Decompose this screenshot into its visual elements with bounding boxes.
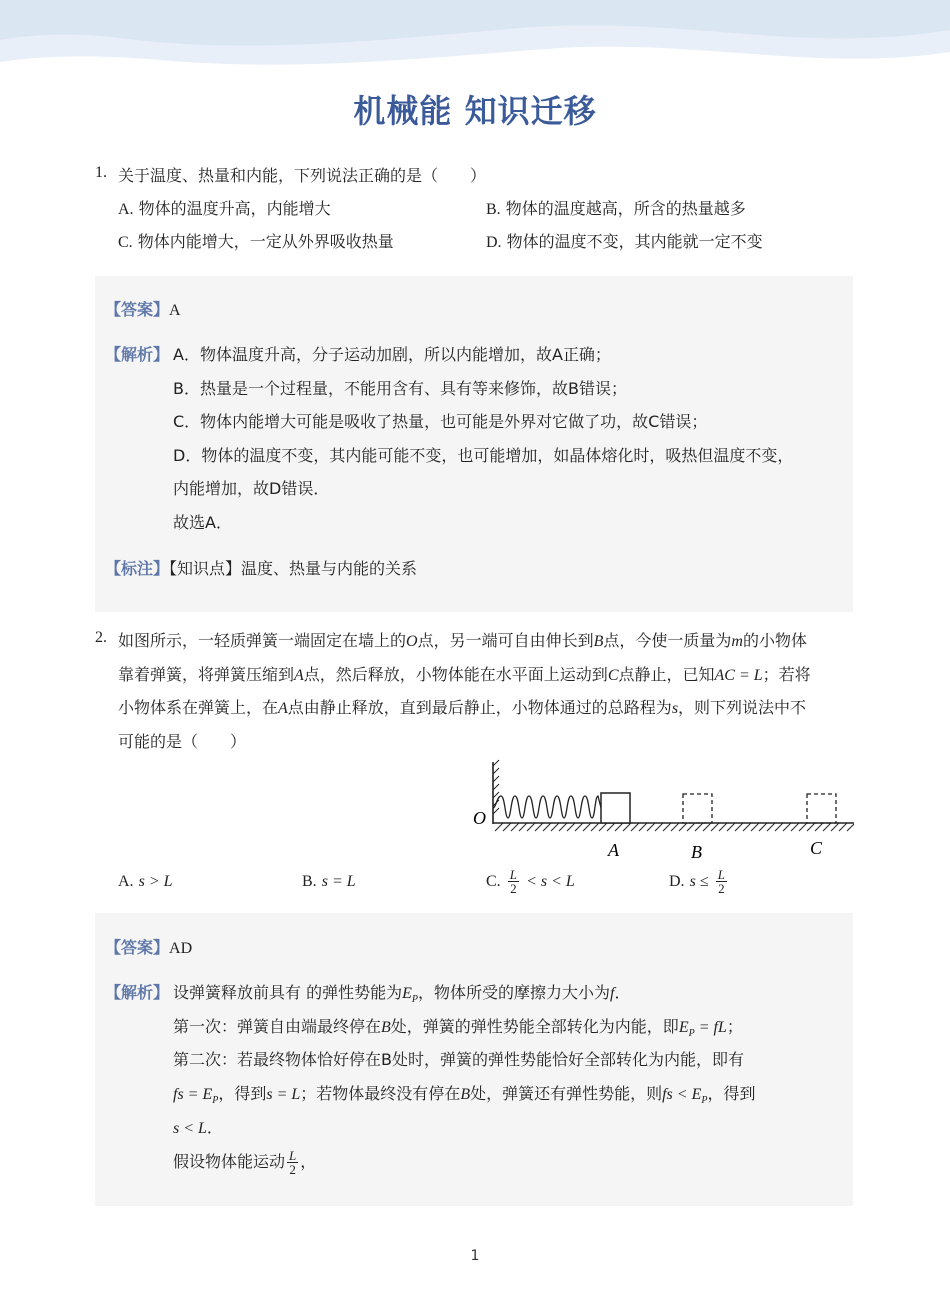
question-stem-line: 小物体系在弹簧上，在A点由静止释放，直到最后静止，小物体通过的总路程为s，则下列说法中不	[118, 698, 807, 717]
option-label: A.	[118, 201, 134, 218]
analysis-line: 第一次：弹簧自由端最终停在B处，弹簧的弹性势能全部转化为内能，即$E_P$ = fL；	[173, 1017, 743, 1040]
option-a[interactable]: A. s > L	[118, 873, 173, 890]
option-b[interactable]	[486, 197, 746, 222]
note-text: 【知识点】温度、热量与内能的关系	[169, 559, 418, 578]
analysis-line: 设弹簧释放前具有 的弹性势能为$E_P$，物体所受的摩擦力大小为f．	[173, 983, 631, 1006]
question-number: 1.	[95, 164, 107, 181]
analysis-line: 假设物体能运动 $\frac{L}{2}$ ，	[173, 1148, 317, 1177]
question-stem-line: 如图所示，一轻质弹簧一端固定在墙上的O点，另一端可自由伸长到B点，今使一质量为m的小物体	[118, 631, 807, 650]
option-c[interactable]	[118, 230, 394, 255]
option-d[interactable]: D. s ≤ $\frac{L}{2}$	[669, 867, 725, 896]
analysis-line: 内能增加，故D错误．	[173, 479, 330, 498]
option-a[interactable]	[118, 197, 331, 222]
analysis-line: C．物体内能增大可能是吸收了热量，也可能是外界对它做了功，故C错误；	[173, 412, 708, 431]
spring	[493, 796, 601, 818]
option-d[interactable]	[486, 230, 763, 255]
solution-panel-2	[95, 913, 853, 1206]
answer-tag: 【答案】	[105, 938, 170, 957]
answer-row	[105, 936, 192, 961]
solution-panel-1	[95, 276, 853, 612]
analysis-line: 第二次：若最终物体恰好停在B处时，弹簧的弹性势能恰好全部转化为内能，即有	[173, 1050, 744, 1069]
floor-hatching	[495, 823, 854, 831]
block-at-c-dashed	[807, 794, 836, 823]
spring-block-figure	[470, 756, 860, 866]
fraction: $\frac{L}{2}$	[509, 867, 517, 896]
analysis-line: A．物体温度升高，分子运动加剧，所以内能增加，故A正确；	[173, 345, 611, 364]
block-at-a	[601, 793, 630, 823]
question-stem: 关于温度、热量和内能，下列说法正确的是（ ）	[118, 166, 487, 185]
page-title: 机械能 知识迁移	[353, 92, 597, 130]
option-text: s ≤	[689, 873, 709, 890]
option-text: < s < L	[526, 873, 575, 890]
analysis-line: fs = $E_P$，得到s = L；若物体最终没有停在B处，弹簧还有弹性势能，则fs < $E_P$，得到	[173, 1084, 756, 1107]
page-number: 1	[470, 1248, 480, 1264]
analysis-tag: 【解析】	[105, 345, 170, 364]
answer-row	[105, 298, 181, 323]
option-label: D.	[486, 234, 502, 251]
analysis-tag: 【解析】	[105, 983, 170, 1002]
option-text: 物体的温度升高，内能增大	[138, 199, 331, 218]
option-text: s > L	[138, 873, 173, 890]
option-c[interactable]: C. $\frac{L}{2}$ < s < L	[486, 867, 575, 896]
question-number: 2.	[95, 629, 107, 646]
option-text: 物体的温度越高，所含的热量越多	[505, 199, 746, 218]
answer-tag: 【答案】	[105, 300, 170, 319]
question-stem-line: 可能的是（ ）	[118, 732, 247, 751]
label-b: B	[691, 842, 702, 862]
block-at-b-dashed	[683, 794, 712, 823]
option-text: 物体的温度不变，其内能就一定不变	[506, 232, 763, 251]
question-stem-line: 靠着弹簧，将弹簧压缩到A点，然后释放，小物体能在水平面上运动到C点静止，已知AC = L；若将	[118, 665, 811, 684]
answer-value: AD	[169, 940, 193, 957]
note-tag: 【标注】	[105, 559, 170, 578]
option-b[interactable]: B. s = L	[302, 873, 356, 890]
label-a: A	[608, 840, 619, 860]
fraction: $\frac{L}{2}$	[289, 1148, 297, 1177]
analysis-line: D．物体的温度不变，其内能可能不变，也可能增加，如晶体熔化时，吸热但温度不变，	[173, 446, 794, 465]
label-o: O	[473, 808, 486, 828]
analysis-line: s < L．	[173, 1118, 223, 1137]
option-label: C.	[118, 234, 133, 251]
option-text: 物体内能增大，一定从外界吸收热量	[137, 232, 394, 251]
fraction: $\frac{L}{2}$	[717, 867, 725, 896]
option-text: s = L	[321, 873, 356, 890]
analysis-line: 故选A．	[173, 513, 232, 532]
note-row	[105, 557, 417, 581]
label-c: C	[810, 838, 823, 858]
option-label: B.	[486, 201, 501, 218]
analysis-line: B．热量是一个过程量，不能用含有、具有等来修饰，故B错误；	[173, 379, 627, 398]
header-wave-decoration	[0, 0, 950, 70]
wall-hatching	[493, 760, 499, 814]
answer-value: A	[169, 302, 181, 319]
